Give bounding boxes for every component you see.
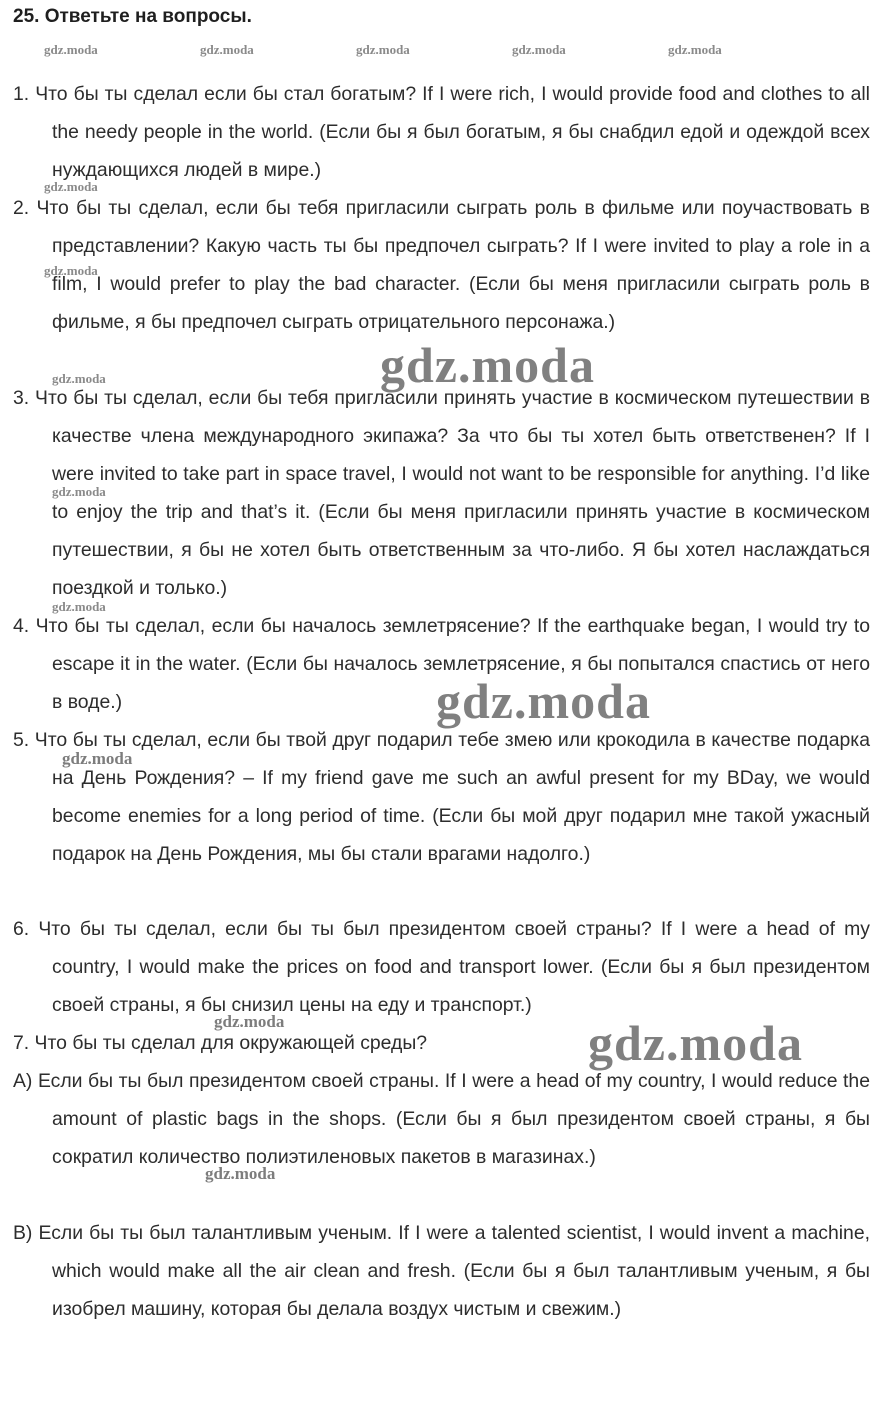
watermark: gdz.moda bbox=[205, 1164, 276, 1183]
answer-item-2: 2. Что бы ты сделал, если бы тебя пригласили сыграть роль в фильме или поучаствовать в представлении? Какую часть ты бы предпочел сыграть? If I were invited to play a role in a film, I would prefer to play the bad character. (Если бы меня пригласили сыграть роль в фильме, я бы предпочел сыграть отрицательного персонажа.) bbox=[13, 197, 870, 333]
watermark: gdz.moda bbox=[52, 484, 106, 499]
answer-item-7a: A) Если бы ты был президентом своей страны. If I were a head of my country, I would reduce the amount of plastic bags in the shops. (Если бы я был президентом своей страны, я бы сократил количество полиэтиленовых пакетов в магазинах.) bbox=[13, 1070, 870, 1168]
answer-item-7b: B) Если бы ты был талантливым ученым. If I were a talented scientist, I would invent a machine, which would make all the air clean and fresh. (Если бы я был талантливым ученым, я бы изобрел машину, которая бы делала воздух чистым и свежим.) bbox=[13, 1222, 870, 1320]
watermark: gdz.moda bbox=[44, 42, 98, 57]
watermark: gdz.moda bbox=[52, 371, 106, 386]
answer-item-5: 5. Что бы ты сделал, если бы твой друг подарил тебе змею или крокодила в качестве подарка на День Рождения? – If my friend gave me such an awful present for my BDay, we would become enemies for a long period of time. (Если бы мой друг подарил мне такой ужасный подарок на День Рождения, мы бы стали врагами надолго.) bbox=[13, 729, 870, 865]
page-title: 25. Ответьте на вопросы. bbox=[13, 6, 252, 27]
answer-item-3: 3. Что бы ты сделал, если бы тебя пригласили принять участие в космическом путешествии в качестве члена международного экипажа? За что бы ты хотел быть ответственен? If I were invited to take part in space travel, I would not want to be responsible for anything. I’d like to enjoy the trip and that’s it. (Если бы меня пригласили принять участие в космическом путешествии, я бы не хотел быть ответственным за что-либо. Я бы хотел наслаждаться поездкой и только.) bbox=[13, 387, 870, 599]
watermark-large: gdz.moda bbox=[380, 337, 595, 393]
watermark: gdz.moda bbox=[52, 599, 106, 614]
watermark: gdz.moda bbox=[668, 42, 722, 57]
watermark: gdz.moda bbox=[200, 42, 254, 57]
answer-item-1: 1. Что бы ты сделал если бы стал богатым? If I were rich, I would provide food and clothes to all the needy people in the world. (Если бы я был богатым, я бы снабдил едой и одеждой всех нуждающихся людей в мире.) bbox=[13, 83, 870, 181]
answer-item-4: 4. Что бы ты сделал, если бы началось землетрясение? If the earthquake began, I would try to escape it in the water. (Если бы началось землетрясение, я бы попытался спастись от него в воде.) bbox=[13, 615, 870, 713]
watermark-large: gdz.moda bbox=[588, 1015, 803, 1071]
watermark: gdz.moda bbox=[356, 42, 410, 57]
watermark: gdz.moda bbox=[214, 1012, 285, 1031]
answer-item-6: 6. Что бы ты сделал, если бы ты был президентом своей страны? If I were a head of my country, I would make the prices on food and transport lower. (Если бы я был президентом своей страны, я бы снизил цены на еду и транспорт.) bbox=[13, 918, 870, 1016]
answer-item-7: 7. Что бы ты сделал для окружающей среды? bbox=[13, 1032, 428, 1054]
watermark: gdz.moda bbox=[512, 42, 566, 57]
watermark-large: gdz.moda bbox=[436, 673, 651, 729]
watermark: gdz.moda bbox=[62, 749, 133, 768]
watermark: gdz.moda bbox=[44, 179, 98, 194]
watermark: gdz.moda bbox=[44, 263, 98, 278]
